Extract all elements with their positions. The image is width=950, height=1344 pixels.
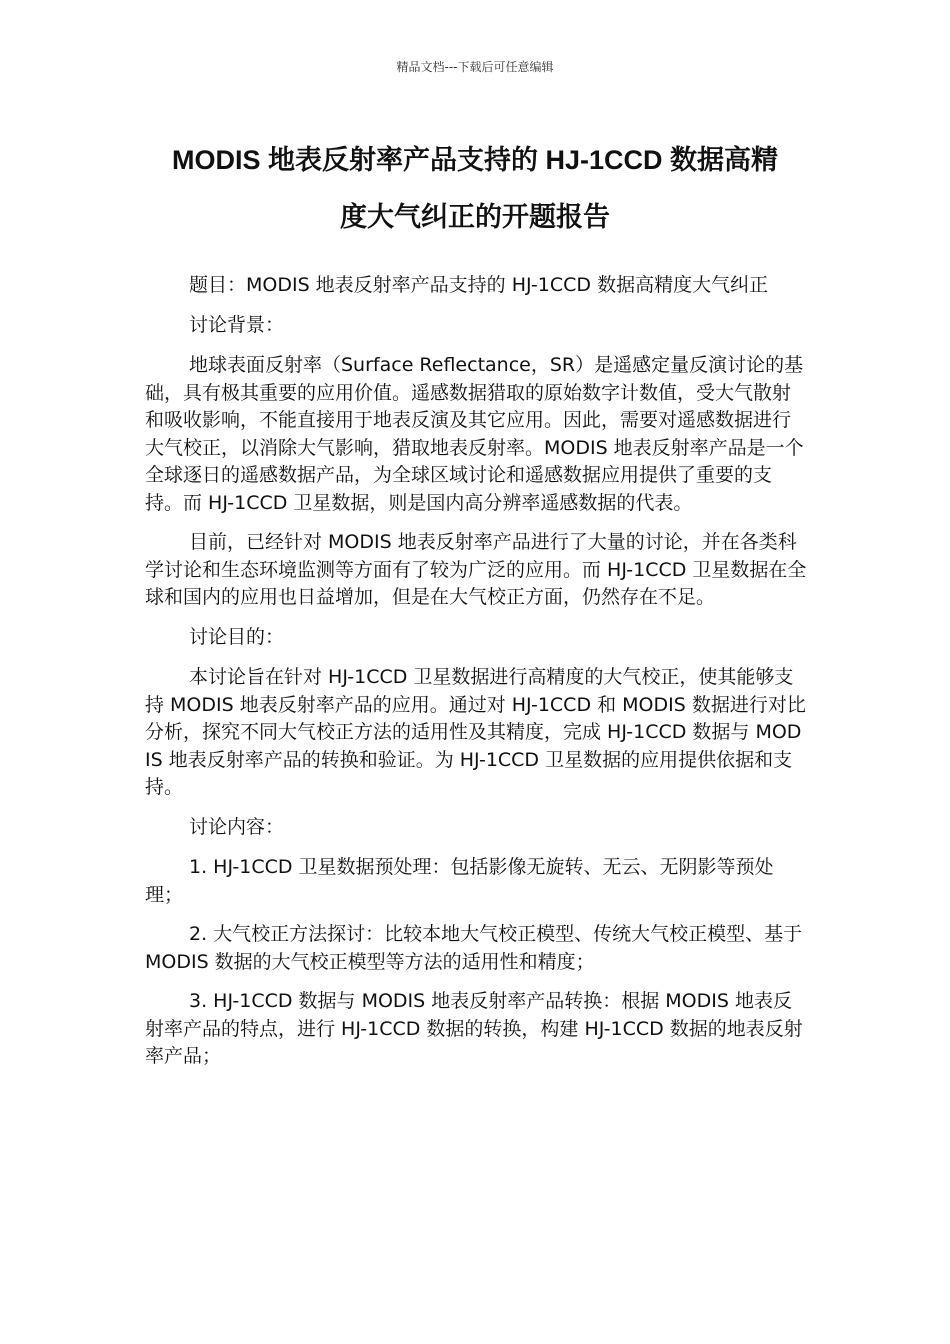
document-body: [145, 272, 807, 1083]
content-item-3: 3. HJ-1CCD 数据与 MODIS 地表反射率产品转换：根据 MODIS 地表反射率产品的特点，进行 HJ-1CCD 数据的转换，构建 HJ-1CCD 数据的地表反射率产品；: [145, 990, 803, 1067]
document-title: [145, 132, 805, 246]
page-header: 精品文档---下载后可任意编辑: [396, 60, 554, 74]
title-line-1: MODIS 地表反射率产品支持的 HJ-1CCD 数据高精: [171, 145, 779, 175]
background-heading: 讨论背景：: [189, 313, 285, 336]
title-line-2: 度大气纠正的开题报告: [340, 202, 610, 232]
background-paragraph-1: 地球表面反射率（Surface Reflectance，SR）是遥感定量反演讨论的基础，具有极其重要的应用价值。遥感数据猎取的原始数字计数值，受大气散射和吸收影响，不能直接用于地表反演及其它应用。因此，需要对遥感数据进行大气校正，以消除大气影响，猎取地表反射率。MODIS 地表反射率产品是一个全球逐日的遥感数据产品，为全球区域讨论和遥感数据应用提供了重要的支持。而 HJ-1CCD 卫星数据，则是国内高分辨率遥感数据的代表。: [145, 354, 804, 514]
topic-paragraph: 题目：MODIS 地表反射率产品支持的 HJ-1CCD 数据高精度大气纠正: [189, 274, 769, 296]
purpose-paragraph: 本讨论旨在针对 HJ-1CCD 卫星数据进行高精度的大气校正，使其能够支持 MODIS 地表反射率产品的应用。通过对 HJ-1CCD 和 MODIS 数据进行对比分析，探究不同大气校正方法的适用性及其精度，完成 HJ-1CCD 数据与 MODIS 地表反射率产品的转换和验证。为 HJ-1CCD 卫星数据的应用提供依据和支持。: [145, 666, 806, 798]
content-item-1: 1. HJ-1CCD 卫星数据预处理：包括影像无旋转、无云、无阴影等预处理；: [145, 856, 774, 906]
content-item-2: 2. 大气校正方法探讨：比较本地大气校正模型、传统大气校正模型、基于 MODIS 数据的大气校正模型等方法的适用性和精度；: [145, 923, 803, 973]
content-heading: 讨论内容：: [189, 815, 285, 838]
purpose-heading: 讨论目的：: [189, 625, 285, 648]
background-paragraph-2: 目前，已经针对 MODIS 地表反射率产品进行了大量的讨论，并在各类科学讨论和生态环境监测等方面有了较为广泛的应用。而 HJ-1CCD 卫星数据在全球和国内的应用也日益增加，但是在大气校正方面，仍然存在不足。: [145, 531, 807, 608]
